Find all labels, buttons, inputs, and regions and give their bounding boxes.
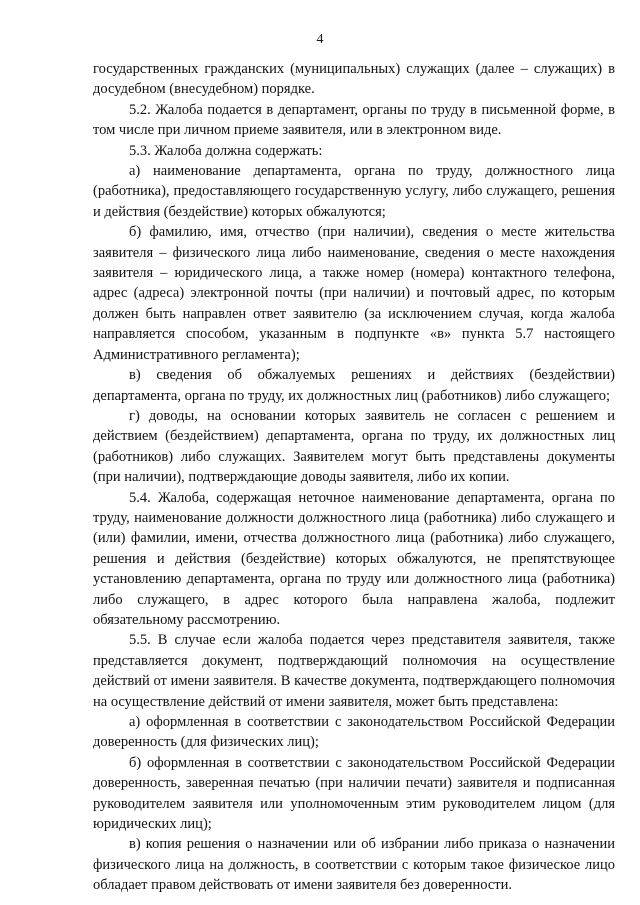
paragraph-5-5-b: б) оформленная в соответствии с законодательством Российской Федерации доверенность, заверенная печатью (при наличии печати) заявителя и подписанная руководителем заявителя или уполномоченным этим руководителем лицом (для юридических лиц); (93, 754, 615, 833)
paragraph-5-5-v: в) копия решения о назначении или об избрании либо приказа о назначении физического лица на должность, в соответствии с которым такое физическое лицо обладает правом действовать от имени заявителя без доверенности. (93, 836, 615, 894)
paragraph-5-4: 5.4. Жалоба, содержащая неточное наименование департамента, органа по труду, наименование должности должностного лица (работника) либо служащего и (или) фамилии, имени, отчества должностного лица (работника) либо служащего, решения и действия (бездействие) которых обжалуются, не препятствующее установлению департамента, органа по труду или должностного лица (работника) либо служащего, в адрес которого была направлена жалоба, подлежит обязательному рассмотрению. (93, 489, 615, 628)
paragraph-5-3-v: в) сведения об обжалуемых решениях и действиях (бездействии) департамента, органа по труду, их должностных лиц (работников) либо служащего; (93, 367, 615, 404)
paragraph-5-3-a: а) наименование департамента, органа по труду, должностного лица (работника), предоставляющего государственную услугу, либо служащего, решения и действия (бездействие) которых обжалуются; (93, 163, 615, 220)
paragraph-continuation: государственных гражданских (муниципальных) служащих (далее – служащих) в досудебном (внесудебном) порядке. (93, 61, 615, 98)
paragraph-5-3: 5.3. Жалоба должна содержать: (129, 142, 323, 159)
page-number: 4 (316, 32, 324, 47)
paragraph-5-5: 5.5. В случае если жалоба подается через представителя заявителя, также представляется документ, подтверждающий полномочия на осуществление действий от имени заявителя. В качестве документа, подтверждающего полномочия на осуществление действий от имени заявителя, может быть представлена: (93, 632, 615, 710)
paragraph-5-3-b: б) фамилию, имя, отчество (при наличии), сведения о месте жительства заявителя – физического лица либо наименование, сведения о месте нахождения заявителя – юридического лица, а также номер (номера) контактного телефона, адрес (адреса) электронной почты (при наличии) и почтовый адрес, по которым должен быть направлен ответ заявителю (за исключением случая, когда жалоба направляется способом, указанным в подпункте «в» пункта 5.7 настоящего Административного регламента); (93, 224, 615, 363)
paragraph-5-2: 5.2. Жалоба подается в департамент, органы по труду в письменной форме, в том числе при личном приеме заявителя, или в электронном виде. (93, 101, 615, 139)
document-body (93, 59, 615, 896)
paragraph-5-5-a: а) оформленная в соответствии с законодательством Российской Федерации доверенность (для физических лиц); (93, 714, 615, 751)
paragraph-5-3-g: г) доводы, на основании которых заявитель не согласен с решением и действием (бездействием) департамента, органа по труду, их должностных лиц (работников) либо служащих. Заявителем могут быть представлены документы (при наличии), подтверждающие доводы заявителя, либо их копии. (93, 407, 615, 486)
